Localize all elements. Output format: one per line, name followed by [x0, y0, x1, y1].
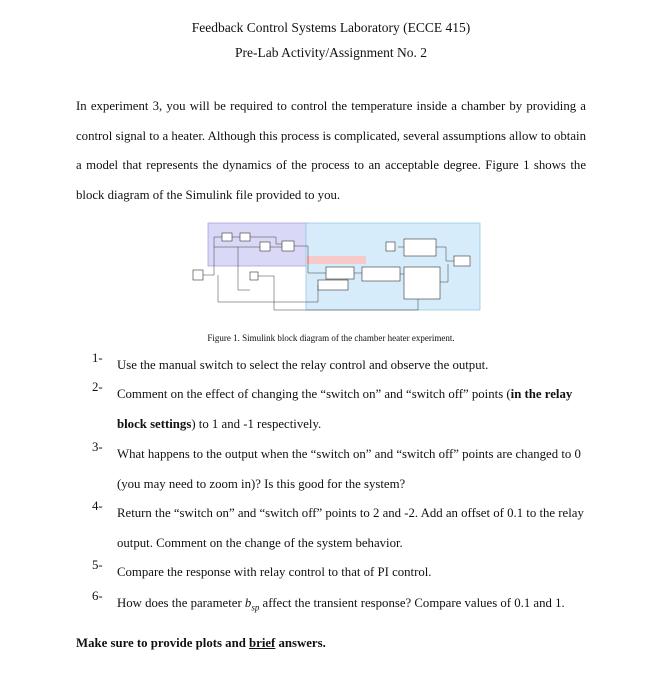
sum-block	[326, 267, 354, 279]
simulink-block-diagram	[178, 220, 484, 320]
assignment-title: Pre-Lab Activity/Assignment No. 2	[235, 45, 427, 60]
temperature-block	[404, 267, 440, 299]
question-text: What happens to the output when the “switch on” and “switch off” points are changed to 0 (you may need to zoom in)? Is this good for the system?	[117, 447, 581, 491]
setpoint-block	[193, 270, 203, 280]
question-number: 3-	[92, 440, 103, 454]
annotation-note	[306, 256, 366, 264]
question-number: 2-	[92, 380, 103, 394]
figure-caption: Figure 1. Simulink block diagram of the chamber heater experiment.	[207, 333, 455, 343]
plant-block	[362, 267, 400, 281]
chamber-subsystem-area	[306, 223, 480, 310]
question-text: Comment on the effect of changing the “switch on” and “switch off” points (in the relay block settings) to 1 and -1 respectively.	[117, 387, 573, 431]
intro-paragraph: In experiment 3, you will be required to control the temperature inside a chamber by providing a control signal to a heater. Although this process is complicated, several assumptions allow to obtain a model that represents the dynamics of the process to an acceptable degree. Figure 1 shows the block diagram of the Simulink file provided to you.	[76, 99, 586, 202]
variable-b: b	[244, 596, 252, 610]
question-number: 6-	[92, 589, 103, 603]
question-number: 1-	[92, 351, 103, 365]
pi-block	[260, 242, 270, 251]
closing-note: Make sure to provide plots and brief answers.	[76, 636, 326, 650]
course-title: Feedback Control Systems Laboratory (ECCE 415)	[191, 20, 471, 35]
variable-subscript: sp	[251, 602, 260, 613]
output-block	[454, 256, 470, 266]
question-text: Compare the response with relay control to that of PI control.	[117, 565, 432, 579]
question-text: Return the “switch on” and “switch off” points to 2 and -2. Add an offset of 0.1 to the relay output. Comment on the change of the system behavior.	[117, 506, 584, 550]
underlined-word: brief	[249, 636, 276, 650]
question-text: How does the parameter $b_{sp}$ affect the transient response? Compare values of 0.1 and 1.	[117, 596, 565, 613]
heater-block	[404, 239, 436, 256]
relay-block	[222, 233, 232, 241]
manual-switch-block	[250, 272, 258, 280]
scope-block	[386, 242, 395, 251]
question-text: Use the manual switch to select the relay control and observe the output.	[117, 358, 489, 372]
delay-block	[318, 280, 348, 290]
bold-phrase: in the relay block settings	[117, 387, 573, 431]
question-number: 5-	[92, 558, 103, 572]
question-number: 4-	[92, 499, 103, 513]
gain-block	[240, 233, 250, 241]
switch-block	[282, 241, 294, 251]
